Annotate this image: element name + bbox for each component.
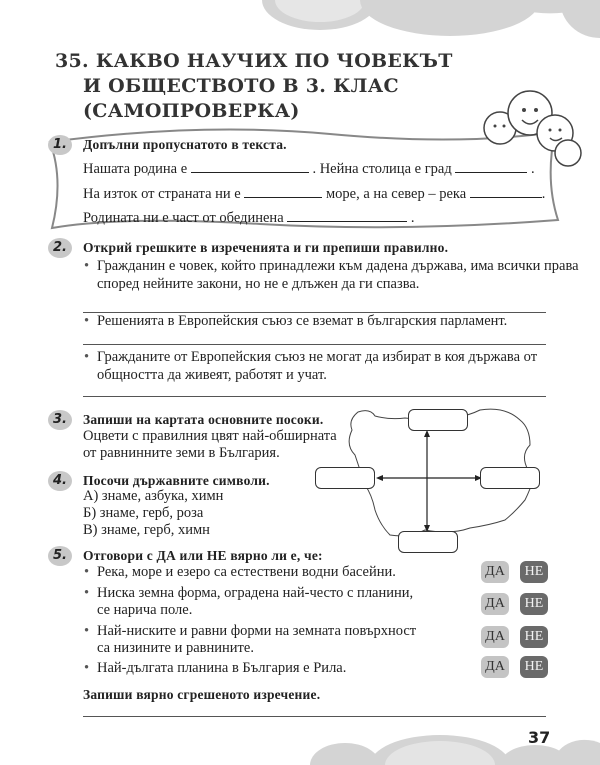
map-direction-box-west[interactable]: [315, 467, 375, 489]
item-text: Гражданите от Европейския съюз не могат да избират в коя държава от: [97, 349, 538, 365]
item-text: Най-дългата планина в България е Рила.: [97, 660, 347, 676]
no-badge-1[interactable]: НЕ: [520, 561, 548, 583]
page-title-line3: (САМОПРОВЕРКА): [83, 100, 300, 122]
sentence-text: .: [541, 186, 546, 202]
sentence-text: море, а на север – река: [325, 186, 467, 202]
task3-number-badge: 3.: [48, 410, 72, 430]
item-text: Ниска земна форма, оградена най-често с планини,: [97, 585, 414, 601]
task5-number-badge: 5.: [48, 546, 72, 566]
task2-item-2: [97, 313, 507, 330]
page-title-line2: И ОБЩЕСТВОТО В 3. КЛАС: [83, 75, 399, 97]
sentence-text: . Нейна столица е град: [312, 161, 452, 177]
task2-item-1-cont: според нейните закони, но не е длъжен да ги спазва.: [97, 276, 420, 292]
sentence-text: На изток от страната ни е: [83, 186, 241, 202]
sentence-text: .: [410, 210, 415, 226]
sentence-text: Нашата родина е: [83, 161, 188, 177]
sentence-text: .: [530, 161, 535, 177]
task4-option-b[interactable]: Б) знаме, герб, роза: [83, 505, 204, 521]
task3-text-line2: от равнинните земи в България.: [83, 445, 280, 461]
bottom-clouds-decoration: [0, 735, 600, 765]
item-text: Река, море и езеро са естествени водни басейни.: [97, 564, 396, 580]
task2-heading: Открий грешките в изреченията и ги препиши правилно.: [83, 240, 449, 255]
yes-badge-1[interactable]: ДА: [481, 561, 509, 583]
task1-sentence1: [83, 160, 535, 178]
yes-badge-2[interactable]: ДА: [481, 593, 509, 615]
answer-line[interactable]: [83, 344, 546, 345]
item-text: Най-ниските и равни форми на земната повърхност: [97, 623, 417, 639]
task2-item-3: [97, 349, 537, 366]
task3-heading: Запиши на картата основните посоки.: [83, 412, 324, 427]
task1-number-badge: 1.: [48, 135, 72, 155]
map-direction-box-north[interactable]: [408, 409, 468, 431]
task4-heading: Посочи държавните символи.: [83, 473, 270, 488]
task4-number-badge: 4.: [48, 471, 72, 491]
answer-blank[interactable]: [244, 185, 322, 198]
answer-blank[interactable]: [191, 160, 309, 173]
task4-option-c[interactable]: В) знаме, герб, химн: [83, 522, 210, 538]
task5-item-2-cont: се нарича поле.: [97, 602, 193, 618]
task5-item-2: [97, 585, 413, 602]
answer-blank[interactable]: [470, 185, 542, 198]
task3-text-line1: Оцвети с правилния цвят най-обширната: [83, 428, 337, 444]
sentence-text: Родината ни е част от обединена: [83, 210, 284, 226]
task2-item-3-cont: общността да живеят, работят и учат.: [97, 367, 327, 383]
task5-footer-instruction: Запиши вярно сгрешеното изречение.: [83, 687, 321, 702]
task4-option-a[interactable]: А) знаме, азбука, химн: [83, 488, 224, 504]
top-clouds-decoration: [0, 0, 600, 40]
page-number: 37: [528, 728, 551, 747]
task5-item-3-cont: са низините и равнините.: [97, 640, 254, 656]
no-badge-3[interactable]: НЕ: [520, 626, 548, 648]
yes-badge-4[interactable]: ДА: [481, 656, 509, 678]
page-title-line1: 35. КАКВО НАУЧИХ ПО ЧОВЕКЪТ: [55, 50, 453, 72]
task2-item-1: [97, 258, 579, 275]
no-badge-2[interactable]: НЕ: [520, 593, 548, 615]
map-direction-box-east[interactable]: [480, 467, 540, 489]
task1-heading: Допълни пропуснатото в текста.: [83, 137, 287, 152]
task5-heading: Отговори с ДА или НЕ вярно ли е, че:: [83, 548, 323, 563]
answer-blank[interactable]: [455, 160, 527, 173]
task1-sentence2: [83, 185, 545, 203]
task5-item-4: [97, 660, 346, 677]
answer-line[interactable]: [83, 396, 546, 397]
answer-blank[interactable]: [287, 209, 407, 222]
item-text: Гражданин е човек, който принадлежи към дадена държава, има всички права: [97, 258, 579, 274]
answer-line[interactable]: [83, 716, 546, 717]
task5-item-3: [97, 623, 416, 640]
item-text: Решенията в Европейския съюз се вземат в българския парламент.: [97, 313, 508, 329]
task2-number-badge: 2.: [48, 238, 72, 258]
no-badge-4[interactable]: НЕ: [520, 656, 548, 678]
task5-item-1: [97, 564, 396, 581]
map-direction-box-south[interactable]: [398, 531, 458, 553]
task1-sentence3: [83, 209, 415, 227]
yes-badge-3[interactable]: ДА: [481, 626, 509, 648]
